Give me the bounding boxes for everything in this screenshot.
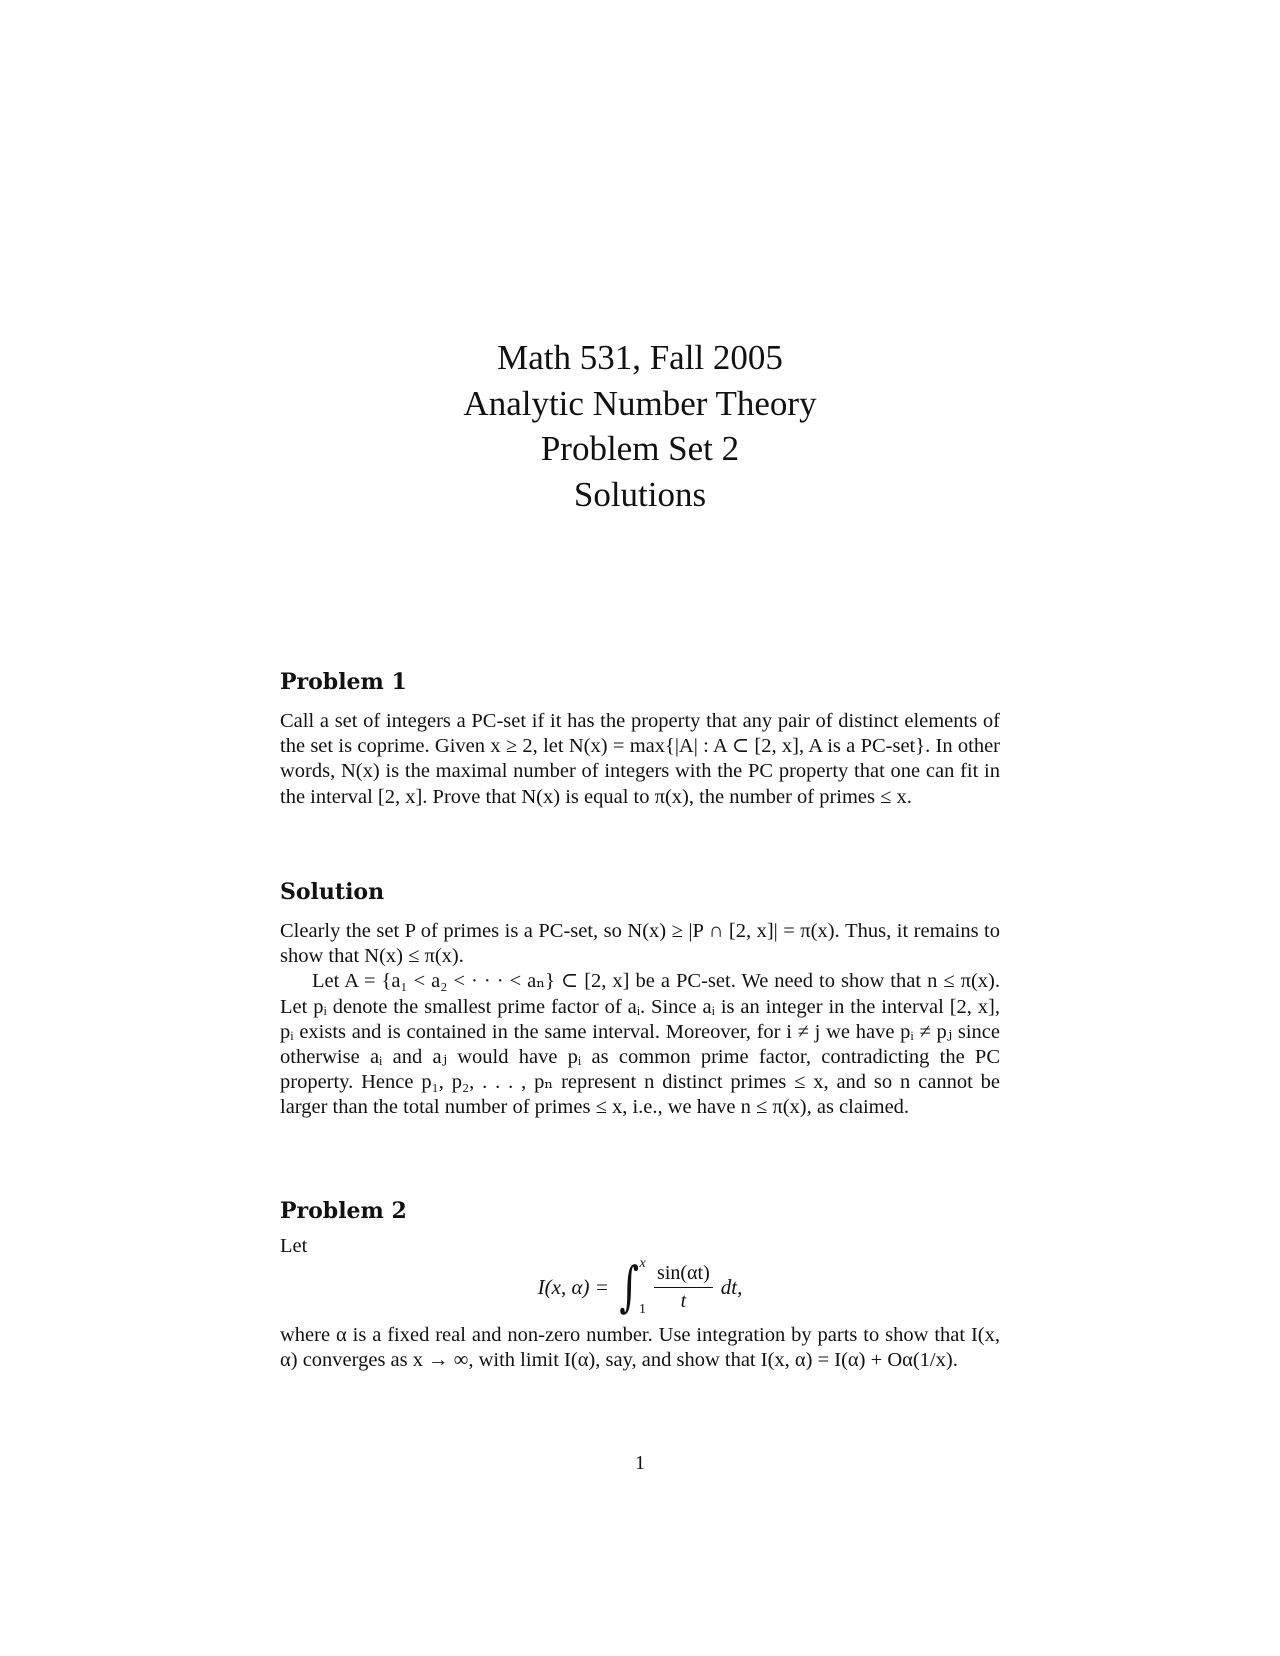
solution-1-paragraph-1: Clearly the set P of primes is a PC-set, so N(x) ≥ |P ∩ [2, x]| = π(x). Thus, it remains to show that N(x) ≤ π(x). [280,920,1000,968]
fraction-denominator: t [680,1289,687,1312]
problem-2-body [280,1323,1000,1373]
problem-1-heading: Problem 1 [280,669,407,695]
page-number: 1 [635,1452,645,1474]
course-title: Math 531, Fall 2005 [497,338,783,377]
problem-1-text: Call a set of integers a PC-set if it has the property that any pair of distinct elements of the set is coprime. Given x ≥ 2, let N(x) = max{|A| : A ⊂ [2, x], A is a PC-set}. In other words, N(x) is the maximal number of integers with the PC property that one can fit in the interval [2, x]. Prove that N(x) is equal to π(x), the number of primes ≤ x. [280,710,1000,808]
integral-limits [639,1256,646,1318]
equation-lhs: I(x, α) = [537,1274,609,1299]
integral-lower-limit: 1 [639,1302,647,1317]
integral-symbol-icon: ∫ [619,1255,639,1318]
problem-1-section [280,668,1000,810]
title-block [0,335,1280,517]
fraction-numerator: sin(αt) [654,1262,713,1288]
problem-2-intro: Let [280,1235,308,1257]
differential-dt: dt, [720,1274,743,1299]
course-subtitle: Analytic Number Theory [463,383,817,423]
integral-upper-limit: x [639,1256,646,1271]
integral-sign [615,1252,646,1322]
solution-1-section [280,878,1000,1121]
problem-2-heading: Problem 2 [280,1198,407,1224]
integral-equation [280,1252,1000,1322]
equation-body [538,1252,743,1322]
solution-1-heading: Solution [280,879,385,905]
integrand-fraction [654,1262,713,1313]
problem-set-title: Problem Set 2 [540,429,740,468]
solution-1-paragraph-2: Let A = {a₁ < a₂ < · · · < aₙ} ⊂ [2, x] be a PC-set. We need to show that n ≤ π(x). Let pᵢ denote the smallest prime factor of aᵢ. Since aᵢ is an integer in the interval [2, x], pᵢ exists and is contained in the same interval. Moreover, for i ≠ j we have pᵢ ≠ pⱼ since otherwise aᵢ and aⱼ would have pᵢ as common prime factor, contradicting the PC property. Hence p₁, p₂, . . . , pₙ represent n distinct primes ≤ x, and so n cannot be larger than the total number of primes ≤ x, i.e., we have n ≤ π(x), as claimed. [280,970,1000,1119]
solutions-title: Solutions [573,474,707,514]
problem-2-section [280,1197,1000,1259]
problem-2-text: where α is a fixed real and non-zero number. Use integration by parts to show that I(x, α) converges as x → ∞, with limit I(α), say, and show that I(x, α) = I(α) + Oα(1/x). [280,1324,1000,1372]
